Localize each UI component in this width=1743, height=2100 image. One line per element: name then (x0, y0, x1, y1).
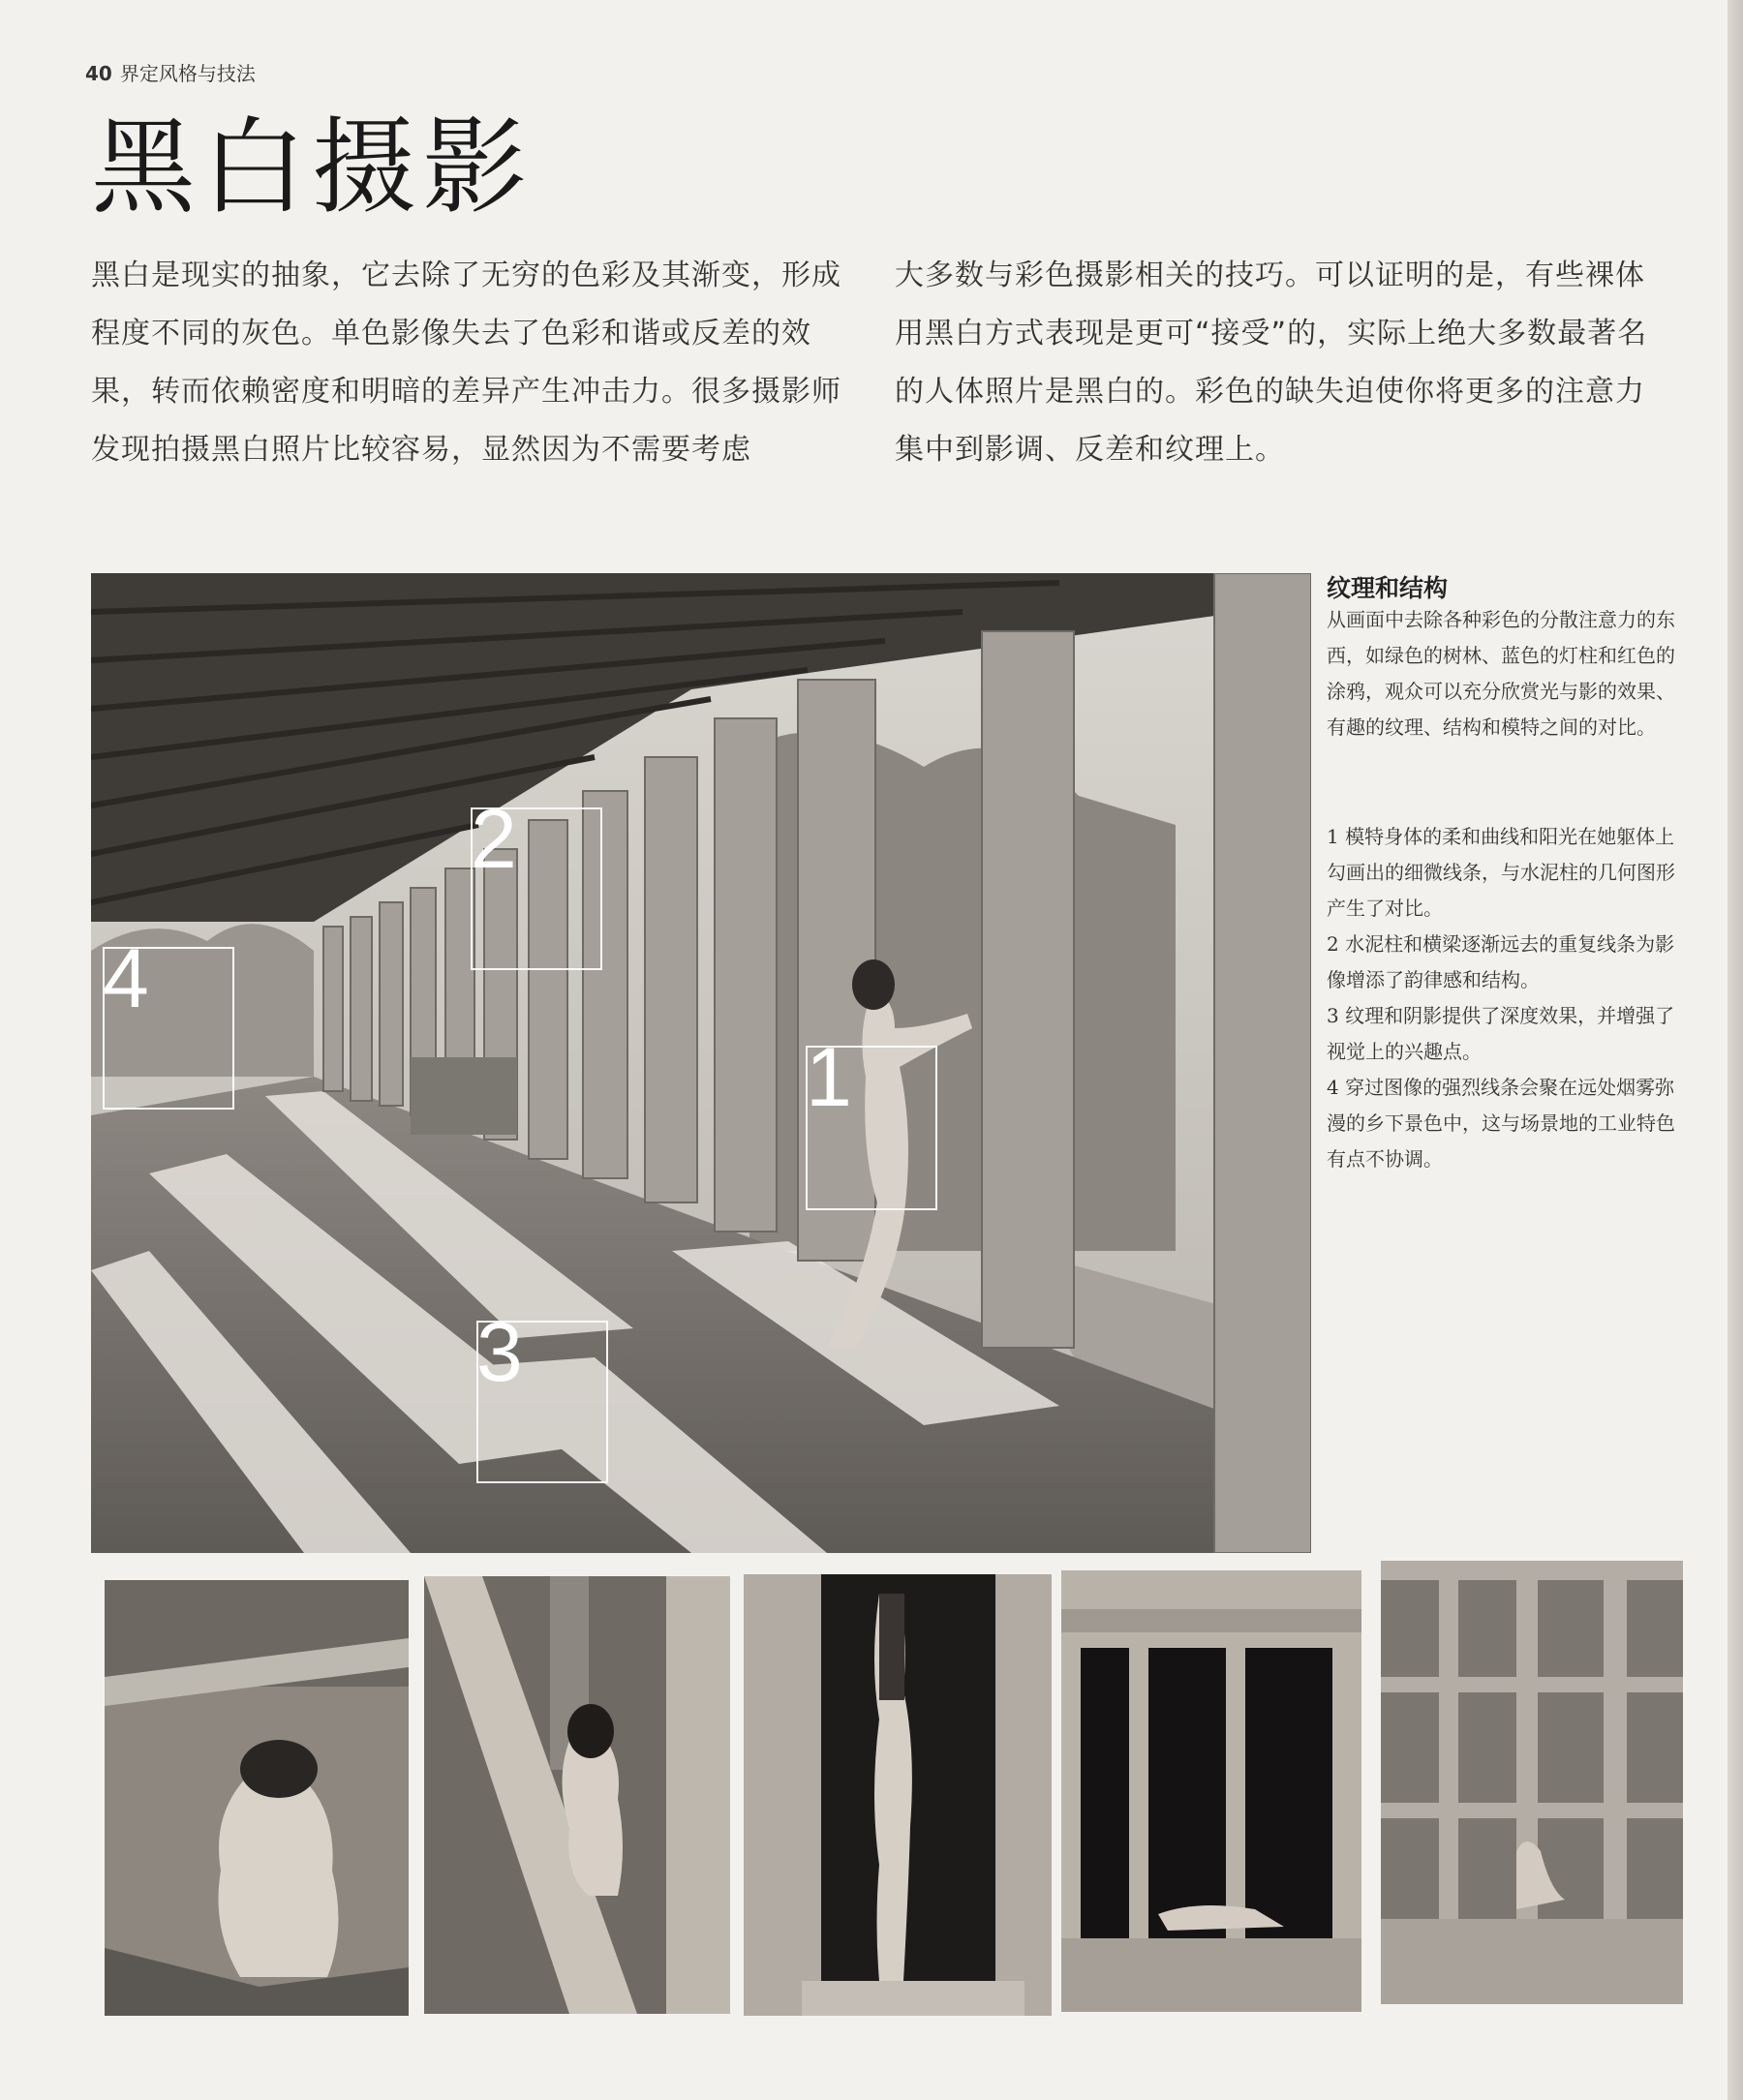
thumbnail-image-2 (424, 1576, 730, 2014)
callout-label-2: 2 (471, 793, 517, 886)
thumbnail-photo-2 (424, 1576, 730, 2014)
section-title: 界定风格与技法 (119, 62, 256, 85)
intro-column-left: 黑白是现实的抽象，它去除了无穷的色彩及其渐变，形成程度不同的灰色。单色影像失去了色彩和谐或反差的效果，转而依赖密度和明暗的差异产生冲击力。很多摄影师发现拍摄黑白照片比较容易，显然因为不需要考虑 (91, 259, 841, 467)
callout-marker-3 (476, 1306, 608, 1483)
callout-note-3: 3 纹理和阴影提供了深度效果，并增强了视觉上的兴趣点。 (1327, 1004, 1675, 1063)
thumbnail-image-3 (744, 1574, 1052, 2016)
thumbnail-photo-4 (1061, 1570, 1361, 2012)
page-title: 黑白摄影 (91, 107, 534, 228)
callout-marker-4 (103, 932, 234, 1110)
intro-column-right: 大多数与彩色摄影相关的技巧。可以证明的是，有些裸体用黑白方式表现是更可“接受”的，实际上绝大多数最著名的人体照片是黑白的。彩色的缺失迫使你将更多的注意力集中到影调、反差和纹理上。 (895, 259, 1648, 467)
thumbnail-image-4 (1061, 1570, 1361, 2012)
main-photograph (91, 573, 1311, 1553)
callout-label-4: 4 (103, 932, 149, 1025)
thumbnail-photo-1 (105, 1580, 409, 2016)
running-header (85, 58, 256, 86)
sidebar-heading: 纹理和结构 (1327, 574, 1449, 602)
book-spine-shadow (1728, 0, 1743, 2100)
thumbnail-photo-3 (744, 1574, 1052, 2016)
thumbnail-photo-5 (1381, 1561, 1683, 2004)
callout-marker-1 (806, 1031, 937, 1210)
page-number: 40 (85, 62, 112, 85)
callout-note-4: 4 穿过图像的强烈线条会聚在远处烟雾弥漫的乡下景色中，这与场景地的工业特色有点不协调。 (1327, 1076, 1675, 1171)
thumbnail-image-5 (1381, 1561, 1683, 2004)
callout-marker-2 (471, 793, 602, 970)
callout-label-3: 3 (476, 1306, 523, 1399)
callout-label-1: 1 (806, 1031, 852, 1124)
callout-note-1: 1 模特身体的柔和曲线和阳光在她躯体上勾画出的细微线条，与水泥柱的几何图形产生了对比。 (1327, 825, 1675, 920)
main-photo-image (91, 573, 1311, 1553)
callout-note-2: 2 水泥柱和横梁逐渐远去的重复线条为影像增添了韵律感和结构。 (1327, 932, 1675, 991)
sidebar-paragraph: 从画面中去除各种彩色的分散注意力的东西，如绿色的树林、蓝色的灯柱和红色的涂鸦，观众可以充分欣赏光与影的效果、有趣的纹理、结构和模特之间的对比。 (1327, 608, 1675, 739)
thumbnail-image-1 (105, 1580, 409, 2016)
callout-notes-list (1327, 819, 1685, 1177)
